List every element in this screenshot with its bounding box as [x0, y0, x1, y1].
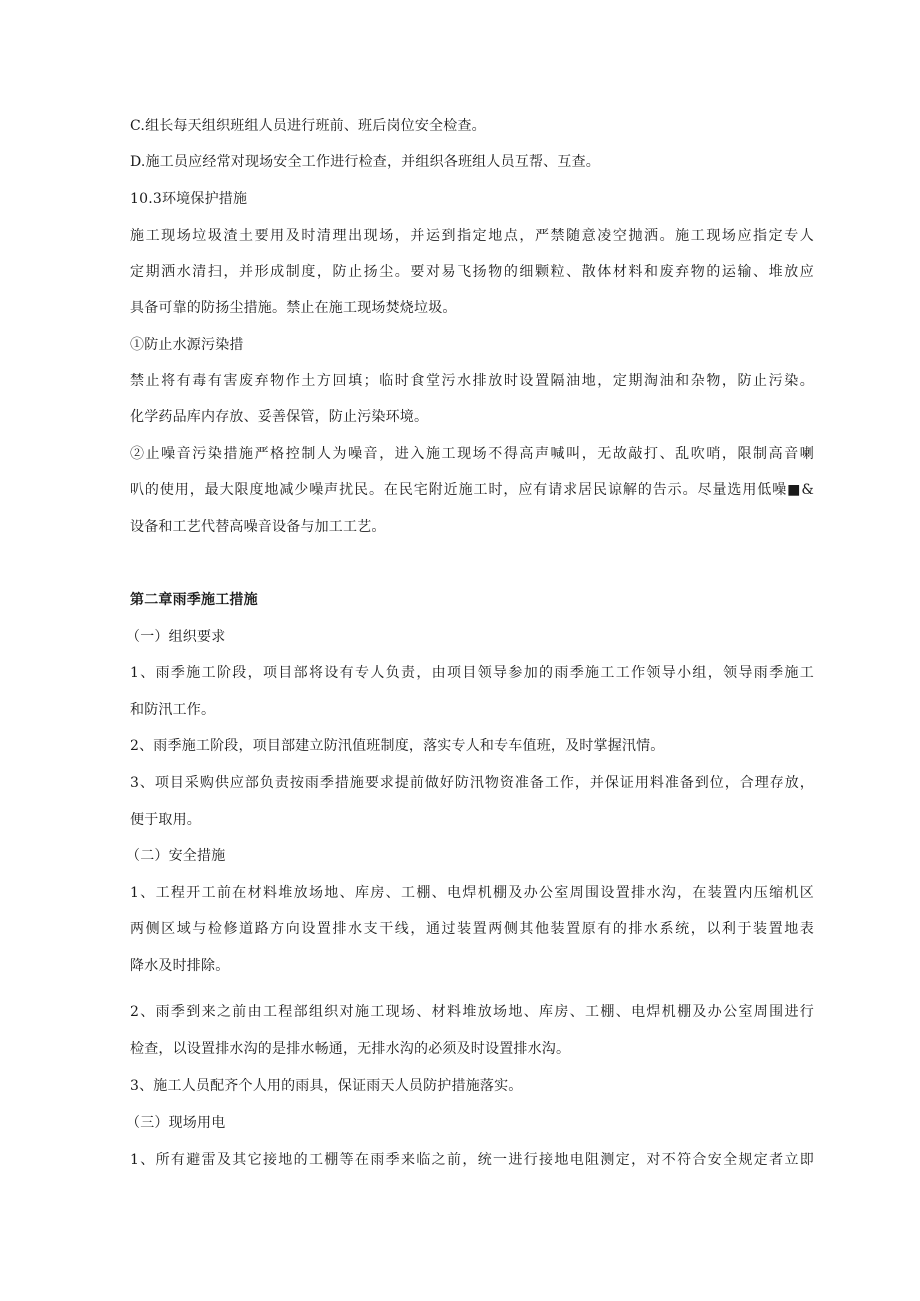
paragraph-line: 施工现场垃圾渣土要用及时清理出现场，并运到指定地点，严禁随意凌空抛洒。施工现场应指定专人: [130, 228, 814, 244]
paragraph-line: 设备和工艺代替高噪音设备与加工工艺。: [130, 519, 386, 535]
subsection-heading: （二）安全措施: [126, 848, 226, 864]
paragraph-line: 具备可靠的防扬尘措施。禁止在施工现场焚烧垃圾。: [130, 300, 457, 316]
paragraph-line: 叭的使用，最大限度地减少噪声扰民。在民宅附近施工时，应有请求居民谅解的告示。尽量选用低噪■&: [130, 482, 814, 498]
paragraph-line: 定期洒水清扫，并形成制度，防止扬尘。要对易飞扬物的细颗粒、散体材料和废弃物的运输、堆放应: [130, 264, 814, 280]
paragraph-line: 化学药品库内存放、妥善保管，防止污染环境。: [130, 409, 429, 425]
paragraph-line: 3、施工人员配齐个人用的雨具，保证雨天人员防护措施落实。: [130, 1078, 523, 1094]
paragraph-line: 1、工程开工前在材料堆放场地、库房、工棚、电焊机棚及办公室周围设置排水沟，在装置内压缩机区: [130, 885, 814, 901]
paragraph-line: ②止噪音污染措施严格控制人为噪音，进入施工现场不得高声喊叫，无故敲打、乱吹哨，限制高音喇: [130, 446, 814, 462]
paragraph-line: 检查，以设置排水沟的是排水畅通，无排水沟的必须及时设置排水沟。: [130, 1041, 571, 1057]
paragraph-line: 和防汛工作。: [130, 702, 216, 718]
paragraph-line: 1、雨季施工阶段，项目部将设有专人负责，由项目领导参加的雨季施工工作领导小组，领导雨季施工: [130, 665, 814, 681]
paragraph-line: 1、所有避雷及其它接地的工棚等在雨季来临之前，统一进行接地电阻测定，对不符合安全规定者立即: [130, 1152, 814, 1168]
subsection-heading: （三）现场用电: [126, 1115, 226, 1131]
chapter-heading: 第二章雨季施工措施: [130, 592, 258, 608]
paragraph-line: 禁止将有毒有害废弃物作土方回填；临时食堂污水排放时设置隔油地，定期淘油和杂物，防止污染。: [130, 373, 814, 389]
paragraph-line: 3、项目采购供应部负责按雨季措施要求提前做好防汛物资准备工作，并保证用料准备到位，合理存放，: [130, 775, 814, 791]
paragraph-line: C.组长每天组织班组人员进行班前、班后岗位安全检查。: [130, 118, 486, 134]
paragraph-line: 便于取用。: [130, 812, 201, 828]
paragraph-line: D.施工员应经常对现场安全工作进行检查，并组织各班组人员互帮、互查。: [130, 154, 600, 170]
paragraph-line: 2、雨季施工阶段，项目部建立防汛值班制度，落实专人和专车值班，及时掌握汛情。: [130, 738, 665, 754]
paragraph-line: 2、雨季到来之前由工程部组织对施工现场、材料堆放场地、库房、工棚、电焊机棚及办公室周围进行: [130, 1004, 814, 1020]
paragraph-line: 两侧区域与检修道路方向设置排水支干线，通过装置两侧其他装置原有的排水系统，以利于装置地表: [130, 921, 814, 937]
paragraph-line: ①防止水源污染措: [130, 337, 244, 353]
paragraph-line: 降水及时排除。: [130, 958, 230, 974]
subsection-heading: （一）组织要求: [126, 629, 226, 645]
section-heading: 10.3环境保护措施: [130, 191, 248, 207]
